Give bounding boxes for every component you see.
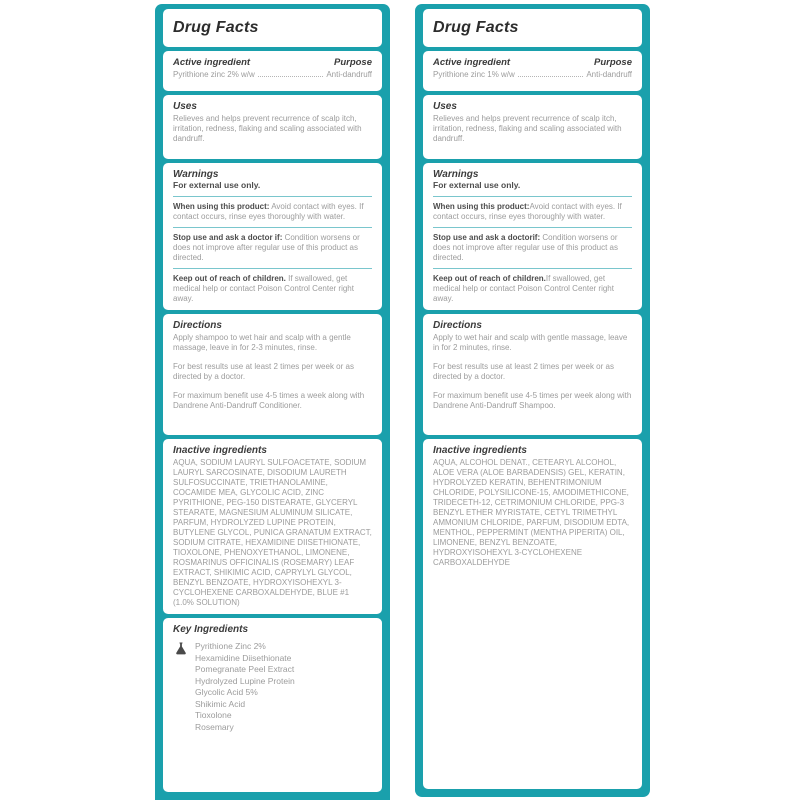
drug-facts-title: Drug Facts bbox=[173, 19, 259, 36]
active-ingredient-section bbox=[163, 51, 382, 91]
purpose-heading: Purpose bbox=[593, 57, 632, 68]
warning-text: Condition worsens or does not improve after regular use of this product as directed. bbox=[433, 233, 618, 262]
inactive-ingredients-heading: Inactive ingredients bbox=[433, 445, 527, 456]
uses-heading: Uses bbox=[173, 101, 197, 112]
warnings-subheading: For external use only. bbox=[433, 180, 521, 190]
warning-label: Stop use and ask a doctor if: bbox=[173, 233, 283, 242]
warning-label: Stop use and ask a doctorif: bbox=[433, 233, 541, 242]
dotted-leader bbox=[518, 76, 584, 77]
directions-section bbox=[423, 314, 642, 435]
dotted-leader bbox=[258, 76, 324, 77]
warning-text: If swallowed, get medical help or contact Poison Control Center right away. bbox=[173, 274, 354, 303]
directions-heading: Directions bbox=[433, 320, 482, 331]
key-ingredients-heading: Key Ingredients bbox=[173, 624, 249, 635]
inactive-ingredients-text: AQUA, ALCOHOL DENAT., CETEARYL ALCOHOL, ALOE VERA (ALOE BARBADENSIS) GEL, KERATIN, HYDROLYZED KERATIN, BEHENTRIMONIUM CHLORIDE, POLYSILICONE-15, AMODIMETHICONE, TRIDECETH-12, CETRIMONIUM CHLORIDE, PPG-3 BENZYL ETHER MYRISTATE, CETYL TRIMETHYL AMMONIUM CHLORIDE, PARFUM, DISODIUM EDTA, MENTHOL, PEPPERMINT (MENTHA PIPERITA) OIL, LIMONENE, BENZYL BENZOATE, HYDROXYISOHEXYL 3-CYCLOHEXENE CARBOXALDEHYDE bbox=[433, 458, 630, 567]
key-ingredient: Glycolic Acid 5% bbox=[195, 687, 258, 697]
directions-paragraph: For maximum benefit use 4-5 times per week along with Dandrene Anti-Dandruff Shampoo. bbox=[433, 391, 632, 410]
warning-label: When using this product: bbox=[433, 202, 530, 211]
uses-text: Relieves and helps prevent recurrence of scalp itch, irritation, redness, flaking and scaling associated with dandruff. bbox=[433, 114, 622, 143]
inactive-ingredients-heading: Inactive ingredients bbox=[173, 445, 267, 456]
active-ingredient-heading: Active ingredient bbox=[173, 57, 251, 68]
key-ingredients-section bbox=[163, 618, 382, 792]
title-section bbox=[423, 9, 642, 47]
active-ingredient-value: Pyrithione zinc 2% w/w bbox=[173, 70, 255, 79]
directions-paragraph: For maximum benefit use 4-5 times a week along with Dandrene Anti-Dandruff Conditioner. bbox=[173, 391, 365, 410]
drug-facts-panel-right bbox=[415, 4, 650, 797]
key-ingredient: Pomegranate Peel Extract bbox=[195, 664, 295, 674]
directions-paragraph: For best results use at least 2 times per week or as directed by a doctor. bbox=[173, 362, 354, 381]
warnings-heading: Warnings bbox=[173, 169, 219, 180]
flask-icon bbox=[175, 642, 187, 655]
key-ingredient: Pyrithione Zinc 2% bbox=[195, 641, 266, 651]
key-ingredient: Shikimic Acid bbox=[195, 698, 246, 709]
warning-label: Keep out of reach of children. bbox=[433, 274, 546, 283]
purpose-value: Anti-dandruff bbox=[326, 70, 372, 79]
warning-item bbox=[173, 268, 372, 304]
warning-item bbox=[433, 227, 632, 263]
warning-item bbox=[433, 268, 632, 304]
uses-section bbox=[163, 95, 382, 159]
active-ingredient-heading: Active ingredient bbox=[433, 57, 511, 68]
purpose-value: Anti-dandruff bbox=[586, 70, 632, 79]
warning-label: When using this product: bbox=[173, 202, 270, 211]
warning-text: Avoid contact with eyes. If contact occurs, rinse eyes thoroughly with water. bbox=[173, 202, 364, 221]
directions-paragraph: Apply shampoo to wet hair and scalp with a gentle massage, leave in for 2-3 minutes, rinse. bbox=[173, 333, 351, 352]
directions-section bbox=[163, 314, 382, 435]
warnings-section bbox=[423, 163, 642, 310]
directions-heading: Directions bbox=[173, 320, 222, 331]
warnings-section bbox=[163, 163, 382, 310]
key-ingredient: Hexamidine Diisethionate bbox=[195, 652, 292, 663]
directions-paragraph: For best results use at least 2 times per week or as directed by a doctor. bbox=[433, 362, 614, 381]
key-ingredient: Hydrolyzed Lupine Protein bbox=[195, 675, 295, 686]
uses-section bbox=[423, 95, 642, 159]
title-section bbox=[163, 9, 382, 47]
key-ingredient: Tioxolone bbox=[195, 710, 232, 720]
warning-text: If swallowed, get medical help or contact Poison Control Center right away. bbox=[433, 274, 614, 303]
purpose-heading: Purpose bbox=[333, 57, 372, 68]
inactive-ingredients-section bbox=[423, 439, 642, 789]
drug-facts-title: Drug Facts bbox=[433, 19, 519, 36]
uses-text: Relieves and helps prevent recurrence of scalp itch, irritation, redness, flaking and scaling associated with dandruff. bbox=[173, 114, 362, 143]
drug-facts-panel-left bbox=[155, 4, 390, 800]
warning-label: Keep out of reach of children. bbox=[173, 274, 286, 283]
warning-text: Avoid contact with eyes. If contact occurs, rinse eyes thoroughly with water. bbox=[433, 202, 622, 221]
warning-item bbox=[173, 227, 372, 263]
inactive-ingredients-text: AQUA, SODIUM LAURYL SULFOACETATE, SODIUM LAURYL SARCOSINATE, DISODIUM LAURETH SULFOSUCCINATE, TRIETHANOLAMINE, COCAMIDE MEA, GLYCOLIC ACID, ZINC PYRITHIONE, PEG-150 DISTEARATE, GLYCERYL STEARATE, MAGNESIUM ALUMINUM SILICATE, PARFUM, HYDROLYZED LUPINE PROTEIN, BUTYLENE GLYCOL, PUNICA GRANATUM EXTRACT, SODIUM CITRATE, HEXAMIDINE DIISETHIONATE, TIOXOLONE, PHENOXYETHANOL, LIMONENE, ROSMARINUS OFFICINALIS (ROSEMARY) LEAF EXTRACT, SHIKIMIC ACID, CAPRYLYL GLYCOL, BENZYL BENZOATE, HYDROXYISOHEXYL 3-CYCLOHEXENE CARBOXALDEHYDE, BLUE #1 (1.0% SOLUTION) bbox=[173, 458, 372, 607]
directions-paragraph: Apply to wet hair and scalp with gentle massage, leave in for 2 minutes, rinse. bbox=[433, 333, 628, 352]
inactive-ingredients-section bbox=[163, 439, 382, 614]
warning-item bbox=[173, 196, 372, 222]
uses-heading: Uses bbox=[433, 101, 457, 112]
warning-item bbox=[433, 196, 632, 222]
warnings-heading: Warnings bbox=[433, 169, 479, 180]
key-ingredient: Rosemary bbox=[195, 721, 234, 732]
warnings-subheading: For external use only. bbox=[173, 180, 261, 190]
key-ingredients-list bbox=[195, 641, 295, 733]
warning-text: Condition worsens or does not improve after regular use of this product as directed. bbox=[173, 233, 360, 262]
active-ingredient-section bbox=[423, 51, 642, 91]
active-ingredient-value: Pyrithione zinc 1% w/w bbox=[433, 70, 515, 79]
